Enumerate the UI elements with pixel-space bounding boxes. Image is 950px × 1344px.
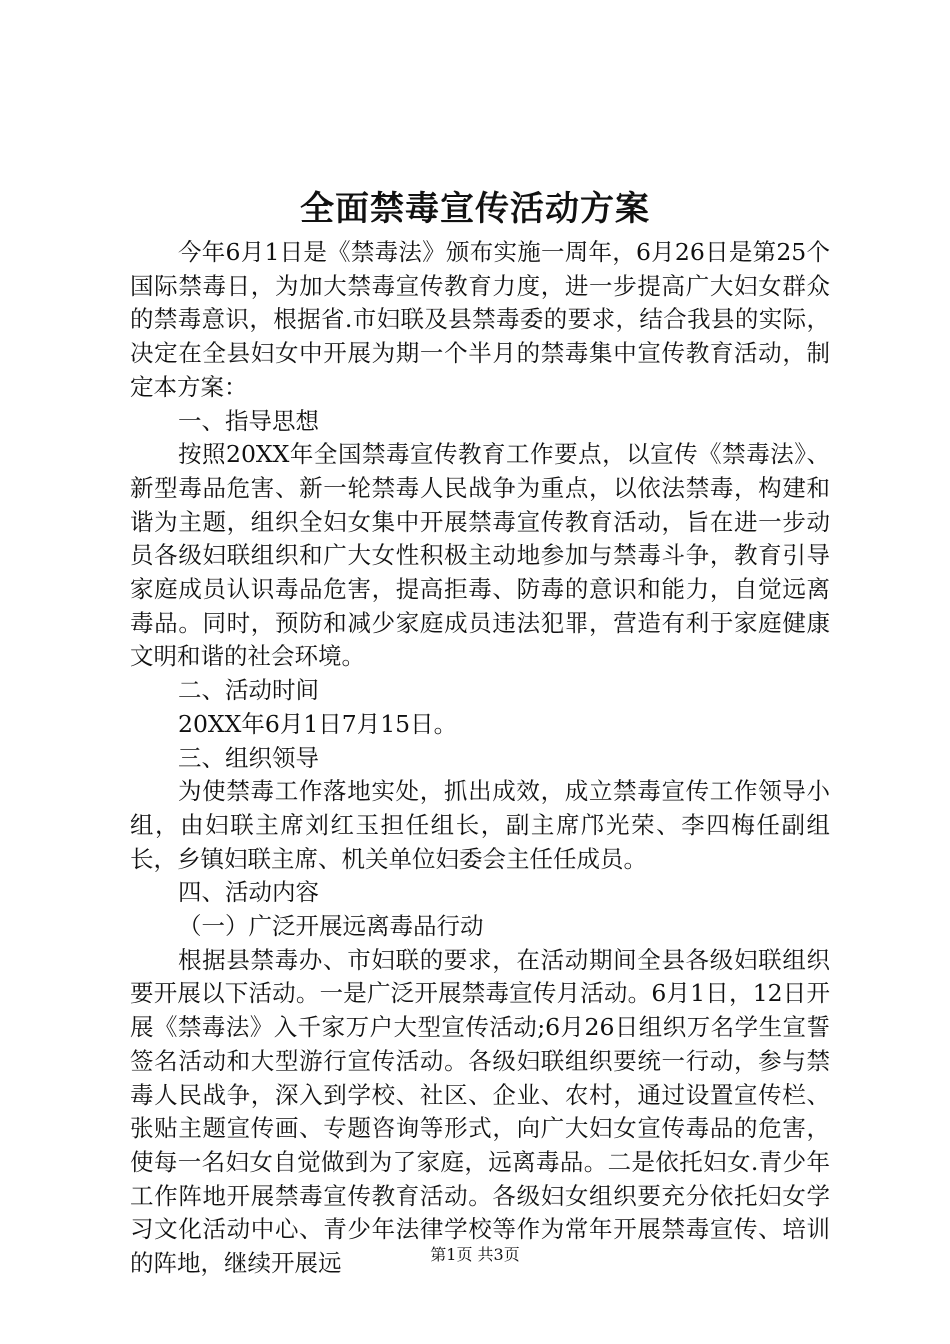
page-footer: 第1页 共3页	[430, 1245, 520, 1264]
document-body	[130, 236, 830, 1281]
paragraph-guiding-ideology: 按照20XX年全国禁毒宣传教育工作要点，以宣传《禁毒法》、新型毒品危害、新一轮禁毒人民战争为重点，以依法禁毒，构建和谐为主题，组织全妇女集中开展禁毒宣传教育活动，旨在进一步动员各级妇联组织和广大女性积极主动地参加与禁毒斗争，教育引导家庭成员认识毒品危害，提高拒毒、防毒的意识和能力，自觉远离毒品。同时，预防和减少家庭成员违法犯罪，营造有利于家庭健康文明和谐的社会环境。	[130, 440, 830, 671]
paragraph-leadership: 为使禁毒工作落地实处，抓出成效，成立禁毒宣传工作领导小组，由妇联主席刘红玉担任组长，副主席邝光荣、李四梅任副组长，乡镇妇联主席、机关单位妇委会主任任成员。	[130, 777, 830, 873]
section-heading-guiding-ideology: 一、指导思想	[178, 406, 319, 435]
subsection-heading-anti-drug-action: （一）广泛开展远离毒品行动	[178, 912, 484, 941]
paragraph-intro: 今年6月1日是《禁毒法》颁布实施一周年，6月26日是第25个国际禁毒日，为加大禁毒宣传教育力度，进一步提高广大妇女群众的禁毒意识，根据省.市妇联及县禁毒委的要求，结合我县的实际，决定在全县妇女中开展为期一个半月的禁毒集中宣传教育活动，制定本方案：	[130, 238, 830, 401]
section-heading-activity-time: 二、活动时间	[178, 676, 319, 705]
paragraph-activity-time: 20XX年6月1日7月15日。	[178, 709, 458, 738]
document-title: 全面禁毒宣传活动方案	[300, 189, 650, 229]
section-heading-activity-content: 四、活动内容	[178, 878, 319, 907]
section-heading-leadership: 三、组织领导	[178, 743, 319, 772]
paragraph-activity-content: 根据县禁毒办、市妇联的要求，在活动期间全县各级妇联组织要开展以下活动。一是广泛开展禁毒宣传月活动。6月1日，12日开展《禁毒法》入千家万户大型宣传活动;6月26日组织万名学生宣誓签名活动和大型游行宣传活动。各级妇联组织要统一行动，参与禁毒人民战争，深入到学校、社区、企业、农村，通过设置宣传栏、张贴主题宣传画、专题咨询等形式，向广大妇女宣传毒品的危害，使每一名妇女自觉做到为了家庭，远离毒品。二是依托妇女.青少年工作阵地开展禁毒宣传教育活动。各级妇女组织要充分依托妇女学习文化活动中心、青少年法律学校等作为常年开展禁毒宣传、培训的阵地，继续开展远	[130, 945, 830, 1278]
